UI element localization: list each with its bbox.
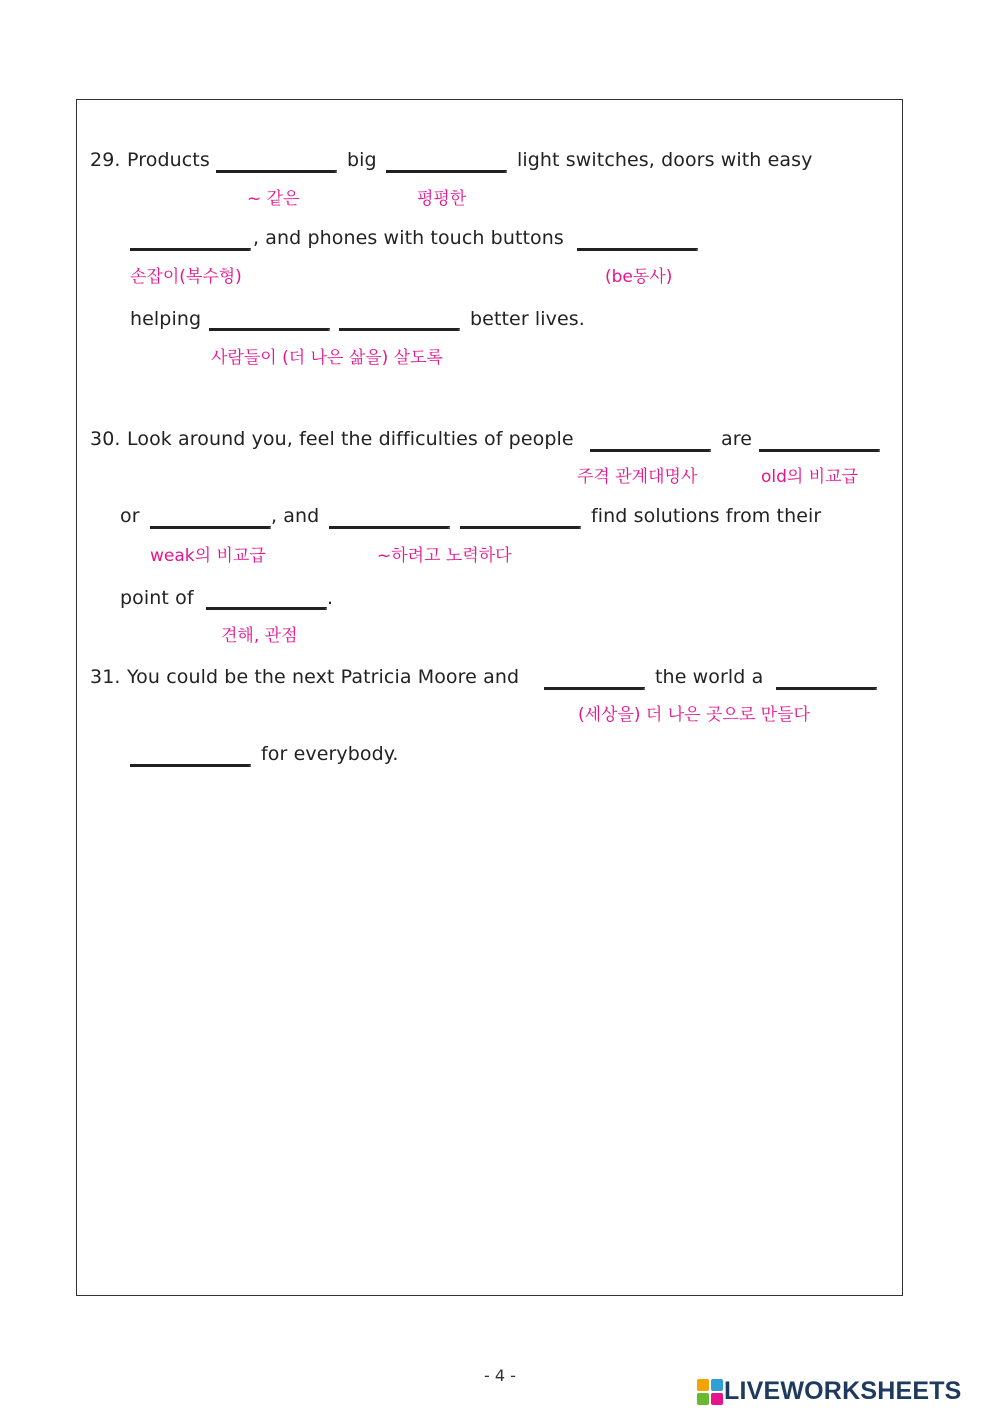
- q29-blank-6[interactable]: [339, 328, 460, 331]
- question-29-number: 29.: [90, 149, 121, 171]
- q30-blank-6[interactable]: [206, 607, 327, 610]
- q30-blank-3[interactable]: [150, 526, 271, 529]
- q30-hint-5: 견해, 관점: [221, 626, 298, 646]
- q30-blank-2[interactable]: [759, 449, 880, 452]
- q29-hint-5: 사람들이 (더 나은 삶을) 살도록: [211, 348, 443, 368]
- q29-text-big: big: [347, 149, 377, 171]
- q29-blank-5[interactable]: [209, 328, 330, 331]
- q30-hint-4: ~하려고 노력하다: [377, 546, 512, 566]
- question-30-number: 30.: [90, 428, 121, 450]
- q29-text-better-lives: better lives.: [470, 308, 585, 330]
- q30-hint-2: old의 비교급: [761, 467, 859, 487]
- q30-text-point-of: point of: [120, 587, 194, 609]
- q31-blank-1[interactable]: [544, 687, 645, 690]
- page-number: - 4 -: [484, 1366, 516, 1385]
- q30-text-are: are: [721, 428, 753, 450]
- liveworksheets-logo-icon: [697, 1379, 723, 1405]
- q30-hint-1: 주격 관계대명사: [577, 467, 698, 487]
- q31-text-for-everybody: for everybody.: [261, 743, 399, 765]
- q31-text-the-world-a: the world a: [655, 666, 764, 688]
- q31-blank-3[interactable]: [130, 764, 251, 767]
- question-31-number: 31.: [90, 666, 121, 688]
- q31-hint-1: (세상을) 더 나은 곳으로 만들다: [578, 705, 810, 725]
- q29-hint-1: ~ 같은: [247, 189, 300, 209]
- q30-blank-4[interactable]: [329, 526, 450, 529]
- q29-blank-1[interactable]: [216, 170, 337, 173]
- q31-blank-2[interactable]: [776, 687, 877, 690]
- q30-text-and: , and: [271, 505, 320, 527]
- q29-text-products: Products: [127, 149, 210, 171]
- brand-name: LIVEWORKSHEETS: [724, 1377, 962, 1405]
- q30-blank-1[interactable]: [590, 449, 711, 452]
- q29-text-light-switches: light switches, doors with easy: [517, 149, 813, 171]
- q30-hint-3: weak의 비교급: [150, 546, 266, 566]
- q30-text-or: or: [120, 505, 140, 527]
- q30-text-look-around: Look around you, feel the difficulties of people: [127, 428, 574, 450]
- q29-blank-2[interactable]: [386, 170, 507, 173]
- q29-hint-3: 손잡이(복수형): [130, 267, 242, 287]
- q29-blank-3[interactable]: [130, 248, 251, 251]
- q30-text-period: .: [327, 587, 334, 609]
- q29-hint-4: (be동사): [605, 267, 673, 287]
- q29-text-helping: helping: [130, 308, 202, 330]
- q31-text-you-could: You could be the next Patricia Moore and: [127, 666, 520, 688]
- liveworksheets-brand: [697, 1378, 993, 1406]
- q29-text-and-phones: , and phones with touch buttons: [253, 227, 564, 249]
- q29-hint-2: 평평한: [417, 189, 467, 209]
- q29-blank-4[interactable]: [577, 248, 698, 251]
- q30-text-find-solutions: find solutions from their: [591, 505, 822, 527]
- q30-blank-5[interactable]: [460, 526, 581, 529]
